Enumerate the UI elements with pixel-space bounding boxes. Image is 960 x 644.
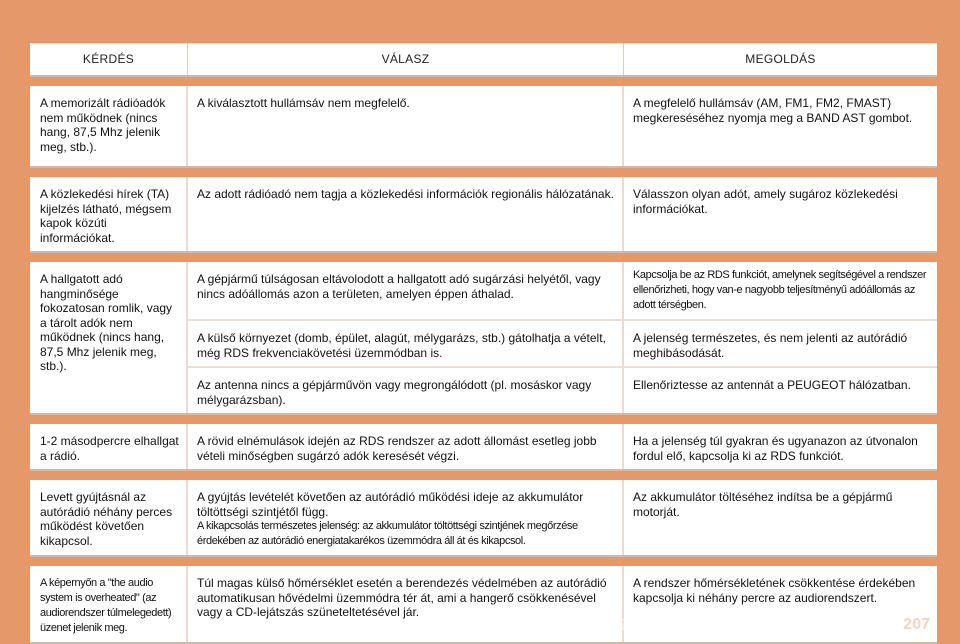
question-cell: A memorizált rádióadók nem működnek (nincs hang, 87,5 Mhz jelenik meg, stb.). <box>30 86 188 166</box>
question-cell: A hallgatott adó hangminősége fokozatosan romlik, vagy a tárolt adók nem működnek (nincs hang, 87,5 Mhz jelenik meg, stb.). <box>30 262 188 413</box>
question-cell: Levett gyújtásnál az autórádió néhány perces működést követően kikapcsol. <box>30 480 188 555</box>
answer-cell: A gépjármű túlságosan eltávolodott a hallgatott adó sugárzási helyétől, vagy nincs adóállomás azon a területen, amelyen éppen áthalad. <box>188 262 624 319</box>
table-row <box>30 177 937 253</box>
solution-cell: Ellenőriztesse az antennát a PEUGEOT hálózatban. <box>624 366 937 413</box>
header-answer: VÁLASZ <box>188 43 624 75</box>
question-cell: A közlekedési hírek (TA) kijelzés látható, mégsem kapok közúti információkat. <box>30 177 188 251</box>
watermark: carmanualsonline.info <box>508 607 795 637</box>
solution-cell: A megfelelő hullámsáv (AM, FM1, FM2, FMAST) megkereséséhez nyomja meg a BAND AST gombot. <box>633 96 913 125</box>
table-row <box>30 86 937 168</box>
table-row <box>30 262 937 415</box>
answer-cell <box>188 480 624 555</box>
answer-cell: A rövid elnémulások idején az RDS rendszer az adott állomást esetleg jobb vételi minőségben sugárzó adók keresését végzi. <box>188 424 624 469</box>
table-row <box>30 424 937 471</box>
answer-note: A kikapcsolás természetes jelenség: az akkumulátor töltöttségi szintjének megőrzése érdekében az autórádió energiatakarékos üzemmódra áll át és kikapcsol. <box>197 520 578 547</box>
solution-cell: A jelenség természetes, és nem jelenti az autórádió meghibásodását. <box>624 319 937 366</box>
page-number: 207 <box>903 616 930 633</box>
troubleshooting-table <box>30 43 937 644</box>
table-header <box>30 43 937 77</box>
answer-cell: Az antenna nincs a gépjárművön vagy megrongálódott (pl. mosáskor vagy mélygarázsban). <box>188 366 624 413</box>
solution-cell: Az akkumulátor töltéséhez indítsa be a gépjármű motorját. <box>633 490 893 519</box>
header-question: KÉRDÉS <box>30 43 188 75</box>
answer-cell: Túl magas külső hőmérséklet esetén a berendezés védelmében az autórádió automatikusan hővédelmi üzemmódra tér át, ami a hangerő csökkenésével vagy a CD-lejátszás szüneteltetésével jár. <box>188 566 624 642</box>
solution-cell: A rendszer hőmérsékletének csökkentése érdekében kapcsolja ki néhány percre az audiorendszert. <box>633 576 916 605</box>
answer-cell: Az adott rádióadó nem tagja a közlekedési információk regionális hálózatának. <box>188 177 624 251</box>
solution-cell: Ha a jelenség túl gyakran és ugyanazon az útvonalon fordul elő, kapcsolja ki az RDS funkciót. <box>633 434 918 463</box>
table-row <box>30 480 937 557</box>
answer-cell: A kiválasztott hullámsáv nem megfelelő. <box>188 86 624 166</box>
table-row <box>30 566 937 644</box>
solution-cell: Válasszon olyan adót, amely sugároz közlekedési információkat. <box>633 187 898 216</box>
solution-cell: Kapcsolja be az RDS funkciót, amelynek segítségével a rendszer ellenőrizheti, hogy van-e nagyobb teljesítményű adóállomás az adott térségben. <box>633 269 927 311</box>
answer-cell: A külső környezet (domb, épület, alagút, mélygarázs, stb.) gátolhatja a vételt, még RDS frekvenciakövetési üzemmódban is. <box>188 319 624 366</box>
header-solution: MEGOLDÁS <box>745 52 816 66</box>
question-cell: 1-2 másodpercre elhallgat a rádió. <box>30 424 188 469</box>
answer-text: A gyújtás levételét követően az autórádió működési ideje az akkumulátor töltöttségi szintjétől függ. <box>197 490 584 519</box>
question-cell: A képernyőn a "the audio system is overheated" (az audiorendszer túlmelegedett) üzenet jelenik meg. <box>30 566 188 642</box>
